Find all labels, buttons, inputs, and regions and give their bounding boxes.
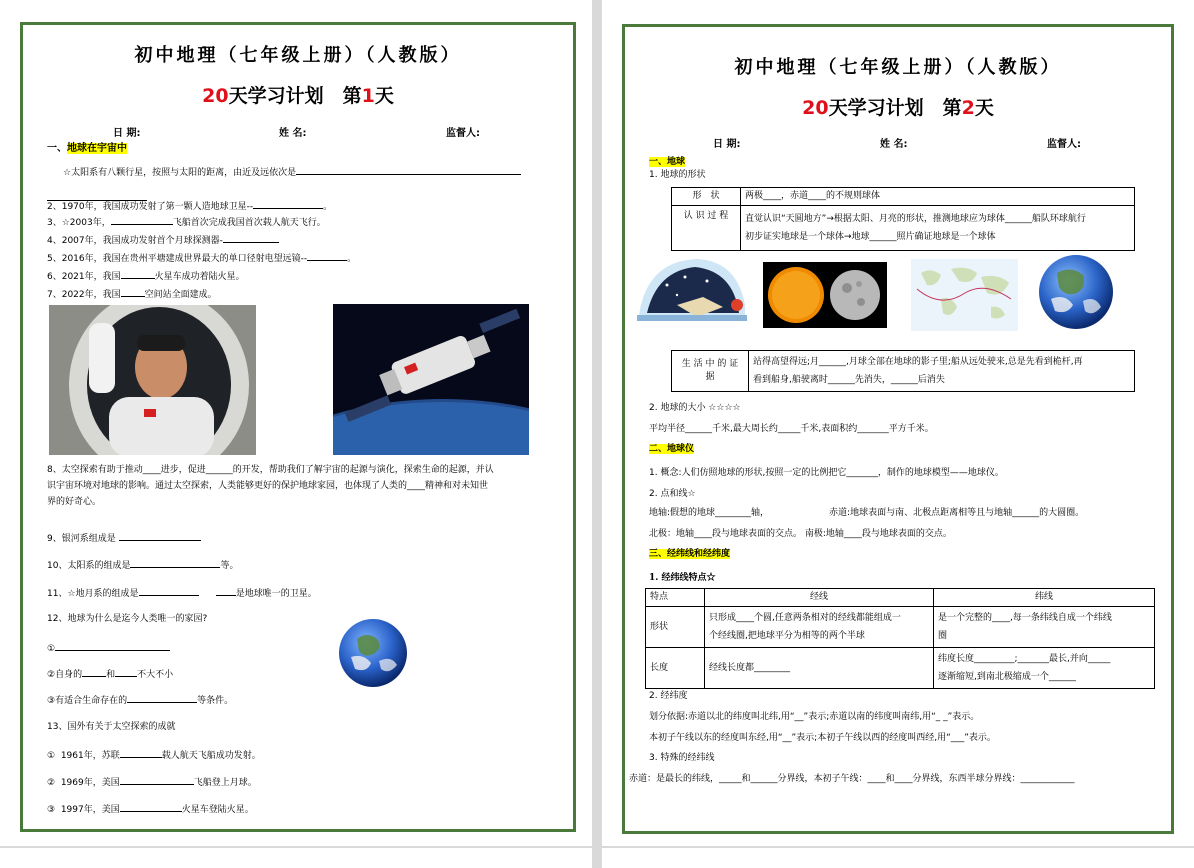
q12-3: ③有适合生命存在的 等条件。 — [47, 693, 233, 707]
name-label: 姓 名: — [880, 139, 908, 150]
shape-label: 形 状 — [672, 188, 741, 206]
q13-3: ③ 1997年，美国 火星车登陆火星。 — [47, 802, 254, 816]
evidence-label: 生 活 中 的 证 据 — [672, 351, 749, 392]
q12: 12、地球为什么是迄今人类唯一的家园? — [47, 614, 208, 624]
evidence-text: 站得高望得远;月______,月球全部在地球的影子里;船从远处驶来,总是先看到桅杆,再 看到船身,船驶离时______先消失，______后消失 — [749, 351, 1135, 392]
lonlat-title: 2. 经纬度 — [649, 691, 688, 701]
cognition-text: 直觉认识“天圆地方”→根据太阳、月亮的形状，推测地球应为球体______船队环球航行 初步证实地球是一个球体→地球______照片确证地球是一个球体 — [741, 206, 1135, 251]
earth-shape-title: 1. 地球的形状 — [649, 170, 706, 180]
q11: 11、☆地月系的组成是 是地球唯一的卫星。 — [47, 586, 317, 600]
header-meridian: 经线 — [705, 589, 934, 607]
section-heading-1: 一、地球 — [649, 157, 686, 167]
earth-shape-table — [671, 187, 1135, 251]
page-4-edge — [602, 848, 1194, 868]
page-title: 初中地理（七年级上册）（人教版） — [134, 45, 462, 66]
plan-heading — [23, 81, 573, 108]
special-lines-text: 赤道：是最长的纬线，_____和______分界线，本初子午线：____和____分界线，东西半球分界线：____________ — [629, 774, 1075, 784]
earth-size-text: 平均半径______千米,最大周长约_____千米,表面积约_______平方千米。 — [649, 424, 934, 434]
item-2022: 7、2022年，我国 空间站全面建成。 — [47, 287, 217, 301]
plan-suffix: 天 — [974, 97, 994, 119]
cognition-label: 认 识 过 程 — [672, 206, 741, 251]
points-lines-title: 2. 点和线☆ — [649, 489, 696, 499]
shape-text: 两极____，赤道____的不规则球体 — [741, 188, 1135, 206]
item-2007: 4、2007年，我国成功发射首个月球探测器- — [47, 233, 279, 247]
item-2016: 5、2016年，我国在贵州平塘建成世界最大的单口径射电望远镜-- 。 — [47, 251, 356, 265]
page-1 — [0, 0, 592, 846]
q10: 10、太阳系的组成是 等。 — [47, 558, 238, 572]
date-label: 日 期: — [713, 139, 741, 150]
supervisor-label: 监督人: — [1047, 139, 1081, 150]
section-heading-2: 二、地球仪 — [649, 444, 695, 454]
globe-concept: 1. 概念:人们仿照地球的形状,按照一定的比例把它_______，制作的地球模型——地球仪。 — [649, 468, 1004, 478]
page-3-edge — [0, 848, 592, 868]
name-label: 姓 名: — [279, 128, 307, 139]
item-2003: 3、☆2003年， 飞船首次完成我国首次载人航天飞行。 — [47, 215, 326, 229]
earth-size-title: 2. 地球的大小 ☆☆☆☆ — [649, 403, 741, 413]
lat-lon-features-title: 1. 经纬线特点☆ — [649, 573, 716, 583]
section-heading: 一、地球在宇宙中 — [47, 143, 127, 154]
header-parallel: 纬线 — [934, 589, 1155, 607]
prime-meridian-line: 本初子午线以东的经度叫东经,用“__”表示;本初子午线以西的经度叫西经,用“___”表示。 — [649, 733, 996, 743]
special-lines-title: 3. 特殊的经纬线 — [649, 753, 715, 763]
plan-heading — [625, 93, 1171, 120]
page-1-border — [20, 22, 576, 832]
life-evidence-table — [671, 350, 1135, 392]
plan-suffix: 天 — [374, 85, 394, 107]
header-feature: 特点 — [646, 589, 705, 607]
q12-2: ②自身的 和 不大不小 — [47, 667, 173, 681]
axis-equator-line: 地轴:假想的地球________轴， 赤道:地球表面与南、北极点距离相等且与地轴______的大圆圈。 — [649, 508, 1085, 518]
q9: 9、银河系组成是 — [47, 531, 201, 545]
q8-paragraph: 8、太空探索有助于推动____进步，促进______的开发，帮助我们了解宇宙的起源与演化，探索生命的起源，并认 识宇宙环境对地球的影响。通过太空探索，人类能够更好的保护地球家园，也体现了人类的____精神和对未知世 界的好奇心。 — [47, 465, 494, 507]
plan-day-number: 1 — [361, 85, 375, 107]
row-shape-meridian: 只形成____个圆,任意两条相对的经线都能组成一 个经线圈,把地球平分为相等的两个半球 — [705, 607, 934, 648]
item-2021: 6、2021年，我国 火星车成功着陆火星。 — [47, 269, 245, 283]
page-2-border — [622, 24, 1174, 834]
row-shape-parallel: 是一个完整的____,每一条纬线自成一个纬线 圈 — [934, 607, 1155, 648]
astronaut-photo — [49, 305, 256, 455]
supervisor-label: 监督人: — [446, 128, 480, 139]
voyage-route-map — [911, 259, 1018, 331]
poles-line: 北极：地轴____段与地球表面的交点。 南极:地轴____段与地球表面的交点。 — [649, 529, 952, 539]
q13-1: ① 1961年，苏联 载人航天飞船成功发射。 — [47, 748, 261, 762]
sun-moon-image — [763, 262, 887, 328]
page-2 — [602, 0, 1194, 846]
section-heading-3: 三、经纬线和经纬度 — [649, 549, 731, 559]
space-station-photo — [333, 304, 529, 455]
page-title: 初中地理（七年级上册）（人教版） — [734, 57, 1062, 78]
q13-2: ② 1969年，美国 飞船登上月球。 — [47, 775, 257, 789]
row-length-label: 长度 — [646, 648, 705, 689]
plan-mid: 天学习计划 第 — [228, 85, 362, 107]
sky-dome-diagram — [637, 255, 747, 333]
item-1970: 2、1970年，我国成功发射了第一颗人造地球卫星-- 。 — [47, 199, 332, 213]
plan-mid: 天学习计划 第 — [828, 97, 962, 119]
division-line: 划分依据:赤道以北的纬度叫北纬,用“__”表示;赤道以南的纬度叫南纬,用“_ _”表示。 — [649, 712, 980, 722]
row-length-meridian: 经线长度都________ — [705, 648, 934, 689]
date-label: 日 期: — [113, 128, 141, 139]
q13: 13、国外有关于太空探索的成就 — [47, 722, 176, 732]
plan-day-number: 2 — [961, 97, 975, 119]
plan-days: 20 — [802, 97, 829, 119]
earth-image-2 — [1037, 253, 1115, 331]
earth-image-1 — [337, 617, 409, 689]
row-shape-label: 形状 — [646, 607, 705, 648]
q12-1: ① — [47, 641, 170, 655]
item-planets: ☆太阳系有八颗行星，按照与太阳的距离，由近及远依次是 — [63, 165, 521, 179]
plan-days: 20 — [202, 85, 229, 107]
row-length-parallel: 纬度长度_________;_______最长,并向_____ 逐渐缩短,到南北极缩成一个______ — [934, 648, 1155, 689]
lat-lon-table — [645, 588, 1155, 689]
